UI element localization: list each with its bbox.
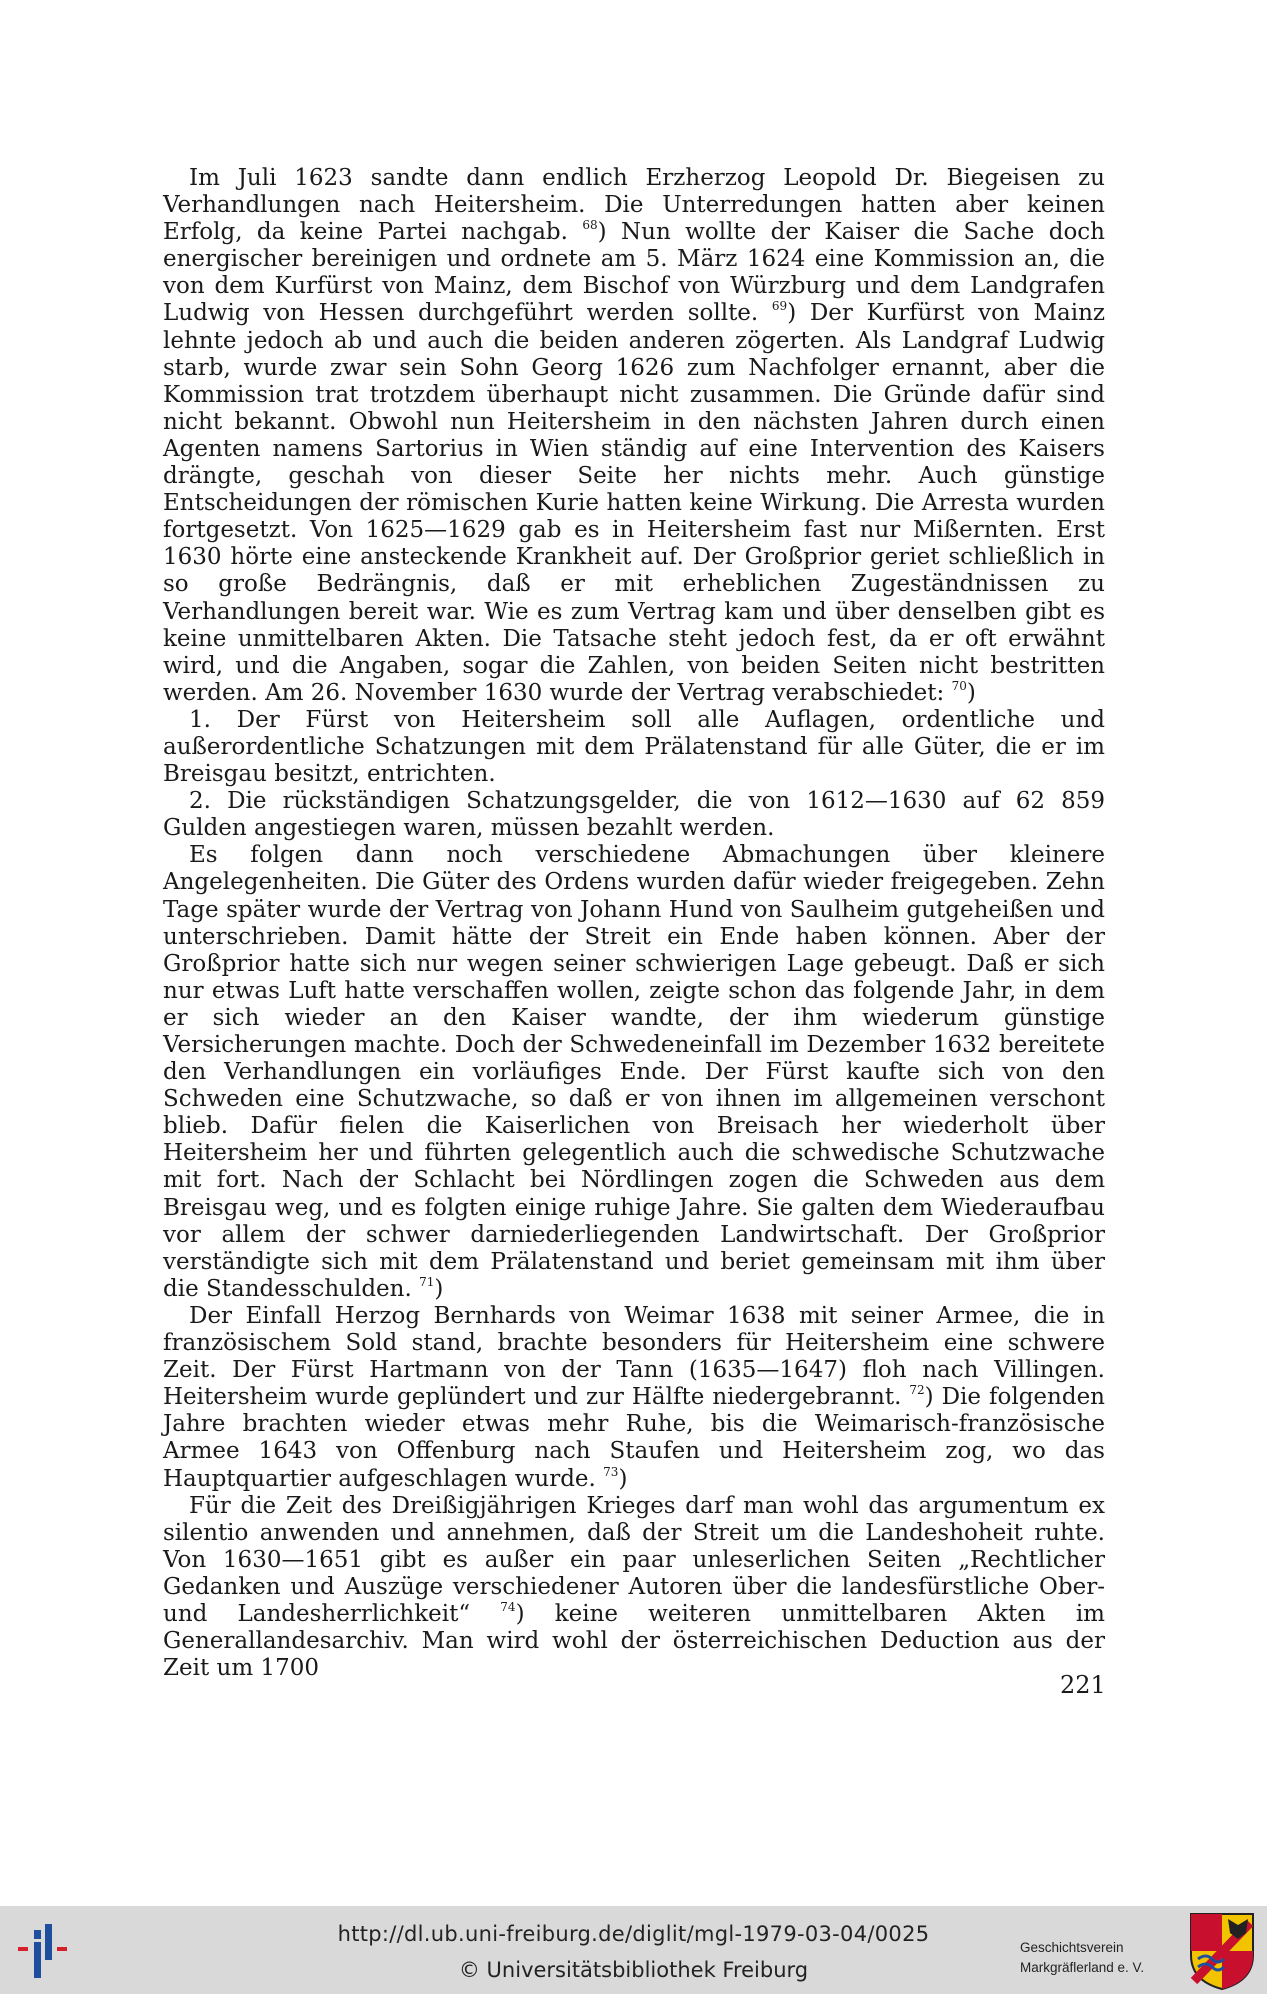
society-name xyxy=(1020,1938,1144,1978)
footnote-marker: 70 xyxy=(951,678,967,693)
coat-of-arms-icon xyxy=(1188,1911,1256,1991)
paragraph xyxy=(163,707,1105,788)
page-body xyxy=(163,165,1105,1682)
footer-bar xyxy=(0,1906,1267,1994)
paragraph xyxy=(163,788,1105,842)
paragraph-text: Für die Zeit des Dreißigjährigen Krieges darf man wohl das argumentum ex silentio anwenden und annehmen, daß der Streit um die Landeshoheit ruhte. Von 1630—1651 gibt es außer ein paar unleserlichen Seiten „Rechtlicher Gedanken und Auszüge verschiedener Autoren über die landesfürstliche Ober- und Landesherrlichkeit“ xyxy=(163,1492,1105,1627)
footnote-marker: 74 xyxy=(500,1599,516,1614)
paragraph-text: Der Einfall Herzog Bernhards von Weimar 1638 mit seiner Armee, die in französischem Sold stand, brachte besonders für Heitersheim eine schwere Zeit. Der Fürst Hartmann von der Tann (1635—1647) floh nach Villingen. Heitersheim wurde geplündert und zur Hälfte niedergebrannt. xyxy=(163,1302,1105,1411)
paragraph-text: Im Juli 1623 sandte dann endlich Erzherzog Leopold Dr. Biegeisen zu Verhandlungen nach Heitersheim. Die Unterredungen hatten aber keinen Erfolg, da keine Partei nachgab. xyxy=(163,165,1105,246)
society-name-line1: Geschichtsverein xyxy=(1020,1940,1124,1955)
footnote-marker: 68 xyxy=(582,218,598,232)
society-name-line2: Markgräflerland e. V. xyxy=(1020,1960,1145,1975)
footnote-marker: 72 xyxy=(909,1383,925,1398)
copyright-text: © Universitätsbibliothek Freiburg xyxy=(458,1958,809,1982)
paragraph-text: ) xyxy=(618,1465,628,1492)
paragraph-text: ) Nun wollte der Kaiser die Sache doch energischer bereinigen und ordnete am 5. März 1624 eine Kommission an, die von dem Kurfürst von Mainz, dem Bischof von Würzburg und dem Landgrafen Ludwig von Hessen durchgeführt werden sollte. xyxy=(163,219,1105,327)
paragraph-text: ) Der Kurfürst von Mainz lehnte jedoch ab und auch die beiden anderen zögerten. Als Landgraf Ludwig starb, wurde zwar sein Sohn Georg 1626 zum Nachfolger ernannt, aber die Kommission trat trotzdem überhaupt nicht zusammen. Die Gründe dafür sind nicht bekannt. Obwohl nun Heitersheim in den nächsten Jahren durch einen Agenten namens Sartorius in Wien ständig auf eine Intervention des Kaisers drängte, geschah von dieser Seite her nichts mehr. Auch günstige Entscheidungen der römischen Kurie hatten keine Wirkung. Die Arresta wurden fortgesetzt. Von 1625—1629 gab es in Heitersheim fast nur Mißernten. Erst 1630 hörte eine ansteckende Krankheit auf. Der Großprior geriet schließlich in so große Bedrängnis, daß er mit erheblichen Zugeständnissen zu Verhandlungen bereit war. Wie es zum Vertrag kam und über denselben gibt es keine unmittelbaren Akten. Die Tatsache steht jedoch fest, da er oft erwähnt wird, und die Angaben, sogar die Zahlen, von beiden Seiten nicht bestritten werden. Am 26. November 1630 wurde der Vertrag verabschiedet: xyxy=(163,300,1105,706)
page-number: 221 xyxy=(1060,1671,1106,1699)
paragraph xyxy=(163,1493,1105,1683)
source-url-link[interactable]: http://dl.ub.uni-freiburg.de/diglit/mgl-1979-03-04/0025 xyxy=(337,1922,930,1946)
footnote-marker: 69 xyxy=(771,299,788,314)
paragraph-text: Es folgen dann noch verschiedene Abmachungen über kleinere Angelegenheiten. Die Güter des Ordens wurden dafür wieder freigegeben. Zehn Tage später wurde der Vertrag von Johann Hund von Saulheim gutgeheißen und unterschrieben. Damit hätte der Streit ein Ende haben können. Aber der Großprior hatte sich nur wegen seiner schwierigen Lage gebeugt. Daß er sich nur etwas Luft hatte verschaffen wollen, zeigte schon das folgende Jahr, in dem er sich wieder an den Kaiser wandte, der ihm wiederum günstige Versicherungen machte. Doch der Schwedeneinfall im Dezember 1632 bereitete den Verhandlungen ein vorläufiges Ende. Der Fürst kaufte sich von den Schweden eine Schutzwache, so daß er von ihnen im allgemeinen verschont blieb. Dafür fielen die Kaiserlichen von Breisach her wiederholt über Heitersheim her und führten gelegentlich auch die schwedische Schutzwache mit fort. Nach der Schlacht bei Nördlingen zogen die Schweden aus dem Breisgau weg, und es folgten einige ruhige Jahre. Sie galten dem Wiederaufbau vor allem der schwer darniederliegenden Landwirtschaft. Der Großprior verständigte sich mit dem Prälatenstand und beriet gemeinsam mit ihm über die Standesschulden. xyxy=(163,842,1105,1302)
paragraph-text: 1. Der Fürst von Heitersheim soll alle Auflagen, ordentliche und außerordentliche Schatzungen mit dem Prälatenstand für alle Güter, die er im Breisgau besitzt, entrichten. xyxy=(163,706,1105,788)
paragraph xyxy=(163,1303,1105,1493)
paragraph-text: ) xyxy=(434,1275,444,1302)
paragraph-text: ) xyxy=(966,679,976,706)
paragraph-text: ) Die folgenden Jahre brachten wieder etwas mehr Ruhe, bis die Weimarisch-französische Armee 1643 von Offenburg nach Staufen und Heitersheim zog, wo das Hauptquartier aufgeschlagen wurde. xyxy=(163,1384,1105,1492)
paragraph-text: 2. Die rückständigen Schatzungsgelder, die von 1612—1630 auf 62 859 Gulden angestiegen waren, müssen bezahlt werden. xyxy=(163,788,1105,842)
paragraph xyxy=(163,842,1105,1303)
paragraph xyxy=(163,165,1105,707)
paragraph-text: ) keine weiteren unmittelbaren Akten im Generallandesarchiv. Man wird wohl der österreichischen Deduction aus der Zeit um 1700 xyxy=(163,1600,1105,1682)
footnote-marker: 71 xyxy=(419,1274,435,1289)
footnote-marker: 73 xyxy=(603,1464,619,1479)
